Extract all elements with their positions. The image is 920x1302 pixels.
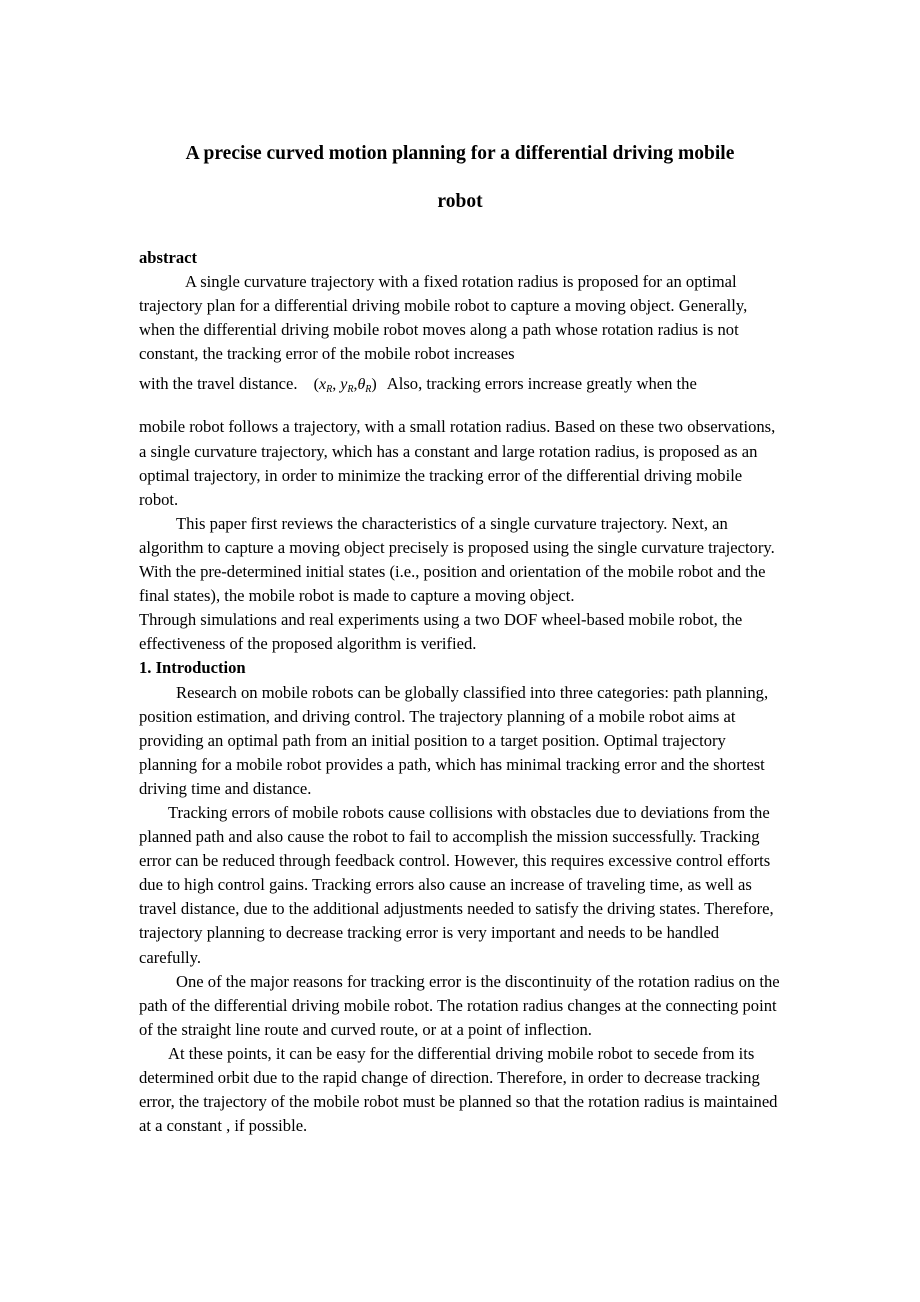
introduction-paragraph-2: Tracking errors of mobile robots cause collisions with obstacles due to deviations from the planned path and also cause the robot to fail to accomplish the mission successfully. Tracking error can be reduced through feedback control. However, this requires excessive control efforts due to high control gains. Tracking errors also cause an increase of traveling time, as well as travel distance, due to the additional adjustments needed to satisfy the driving states. Therefore, trajectory planning to decrease tracking error is very important and needs to be handled carefully. [139,802,774,967]
abstract-paragraph-3: Through simulations and real experiments using a two DOF wheel-based mobile robot, the effectiveness of the proposed algorithm is verified. [139,610,743,654]
paper-title-line-1: A precise curved motion planning for a differential driving mobile [185,143,735,164]
paper-body [139,246,784,1138]
state-formula: ($x_R$, $y_R,\theta_R$) [313,376,377,396]
introduction-paragraph-4: At these points, it can be easy for the differential driving mobile robot to secede from its determined orbit due to the rapid change of direction. Therefore, in order to decrease tracking error, the trajectory of the mobile robot must be planned so that the rotation radius is maintained at a constant , if possible. [139,1043,778,1136]
introduction-heading: 1. Introduction [139,658,246,678]
abstract-paragraph-1c: mobile robot follows a trajectory, with a small rotation radius. Based on these two observations, a single curvature trajectory, which has a constant and large rotation radius, is proposed as an optimal trajectory, in order to minimize the tracking error of the differential driving mobile robot. [139,417,776,509]
abstract-paragraph-1a: A single curvature trajectory with a fixed rotation radius is proposed for an optimal trajectory plan for a differential driving mobile robot to capture a moving object. Generally, when the differential driving mobile robot moves along a path whose rotation radius is not constant, the tracking error of the mobile robot increases [139,272,748,364]
abstract-paragraph-1b: Also, tracking errors increase greatly when the [386,374,697,394]
abstract-formula-line [139,366,784,415]
paper-title-line-2: robot [437,191,483,212]
introduction-paragraph-3: One of the major reasons for tracking error is the discontinuity of the rotation radius on the path of the differential driving mobile robot. The rotation radius changes at the connecting point of the straight line route and curved route, or at a point of inflection. [139,971,780,1039]
abstract-paragraph-2: This paper first reviews the characteristics of a single curvature trajectory. Next, an algorithm to capture a moving object precisely is proposed using the single curvature trajectory. With the pre-determined initial states (i.e., position and orientation of the mobile robot and the final states), the mobile robot is made to capture a moving object. [139,513,775,606]
abstract-paragraph-1-tail-lead: with the travel distance. [139,374,298,394]
abstract-heading: abstract [139,248,198,267]
introduction-paragraph-1: Research on mobile robots can be globally classified into three categories: path planning, position estimation, and driving control. The trajectory planning of a mobile robot aims at providing an optimal path from an initial position to a target position. Optimal trajectory planning for a mobile robot provides a path, which has minimal tracking error and the shortest driving time and distance. [139,682,769,798]
